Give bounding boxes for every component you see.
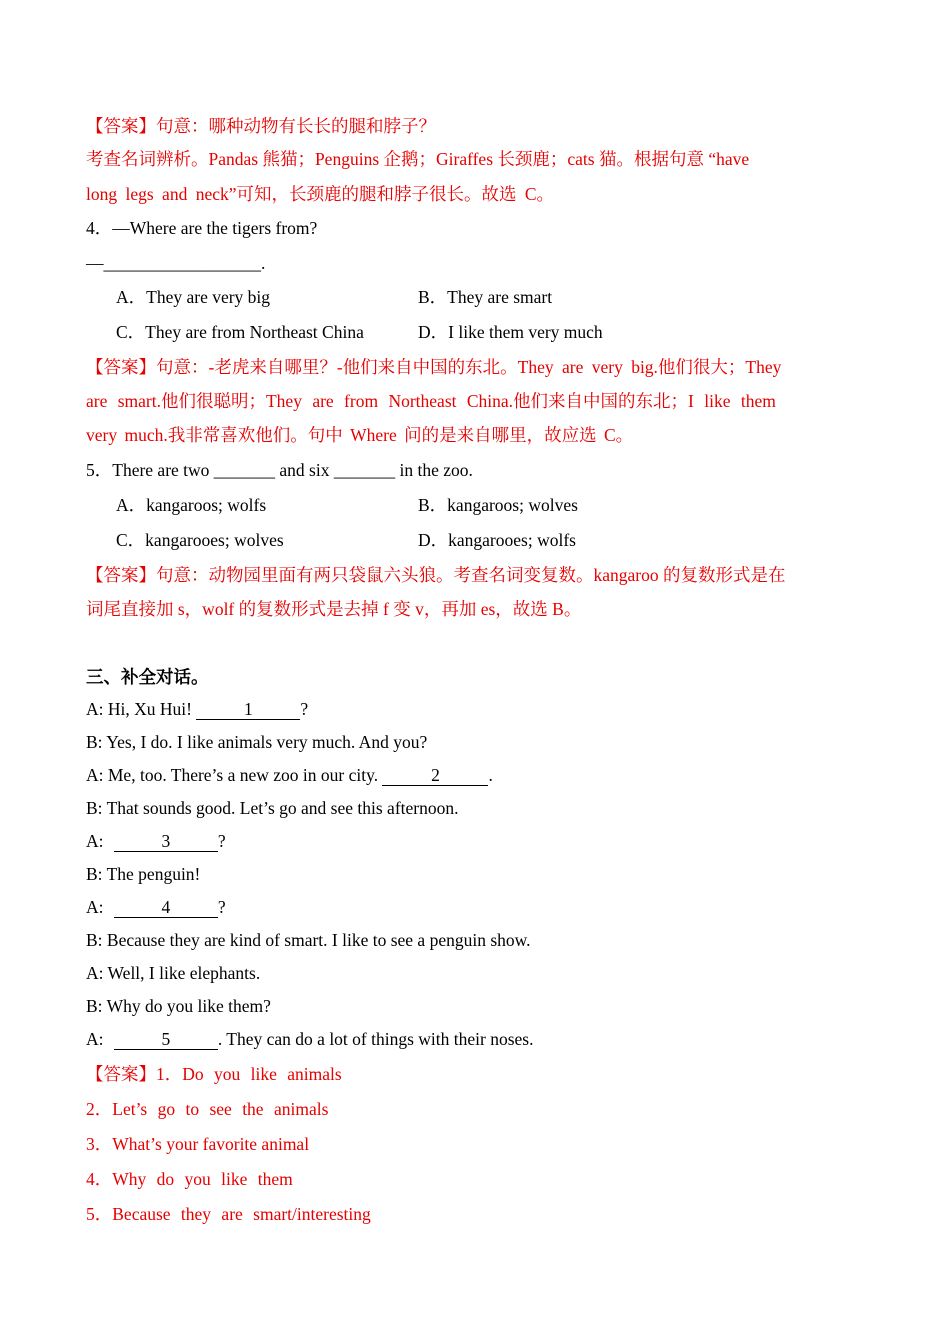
section3-answer-1: 【答案】1．Do you like animals bbox=[86, 1064, 342, 1084]
dialog-line: B: The penguin! bbox=[86, 864, 201, 884]
answer-label: 【答案】 bbox=[86, 565, 156, 585]
q4-answer-line2: are smart.他们很聪明；They are from Northeast China.他们来自中国的东北；I like them bbox=[86, 391, 776, 411]
blank-1[interactable]: 1 bbox=[196, 699, 300, 720]
dialog-line: B: That sounds good. Let’s go and see this afternoon. bbox=[86, 798, 459, 818]
blank-3[interactable]: 3 bbox=[114, 831, 218, 852]
q4-option-c[interactable]: C．They are from Northeast China bbox=[116, 322, 364, 342]
dialog-line: A: 3 ? bbox=[86, 831, 226, 851]
q4-option-d[interactable]: D．I like them very much bbox=[418, 322, 603, 342]
q3-answer-line3: long legs and neck”可知，长颈鹿的腿和脖子很长。故选 C。 bbox=[86, 184, 555, 204]
blank-2[interactable]: 2 bbox=[382, 765, 488, 786]
dialog-line: B: Why do you like them? bbox=[86, 996, 271, 1016]
q4-stem: 4．—Where are the tigers from? bbox=[86, 218, 318, 238]
q5-option-b[interactable]: B．kangaroos; wolves bbox=[418, 495, 578, 515]
q5-option-c[interactable]: C．kangarooes; wolves bbox=[116, 530, 284, 550]
dialog-line: A: Hi, Xu Hui! 1 ? bbox=[86, 699, 309, 719]
q4-reply-blank: —__________________. bbox=[86, 253, 266, 273]
answer-label: 【答案】 bbox=[86, 116, 156, 136]
q3-answer-line1: 【答案】句意：哪种动物有长长的腿和脖子？ bbox=[86, 116, 436, 136]
q5-stem: 5．There are two _______ and six _______ in the zoo. bbox=[86, 460, 473, 480]
q4-option-a[interactable]: A．They are very big bbox=[116, 287, 271, 307]
blank-4[interactable]: 4 bbox=[114, 897, 218, 918]
q4-answer-line3: very much.我非常喜欢他们。句中 Where 问的是来自哪里，故应选 C。 bbox=[86, 425, 634, 445]
dialog-line: A: 4 ? bbox=[86, 897, 226, 917]
q5-option-d[interactable]: D．kangarooes; wolfs bbox=[418, 530, 576, 550]
q5-answer-line1: 【答案】句意：动物园里面有两只袋鼠六头狼。考查名词变复数。kangaroo 的复数形式是在 bbox=[86, 565, 786, 585]
section3-heading: 三、补全对话。 bbox=[86, 667, 209, 687]
answer-label: 【答案】 bbox=[86, 357, 156, 377]
answer-label: 【答案】 bbox=[86, 1064, 156, 1084]
section3-answer-4: 4．Why do you like them bbox=[86, 1169, 293, 1189]
q3-answer-line2: 考查名词辨析。Pandas 熊猫；Penguins 企鹅；Giraffes 长颈鹿；cats 猫。根据句意 “have bbox=[86, 149, 750, 169]
section3-answer-3: 3．What’s your favorite animal bbox=[86, 1134, 310, 1154]
q4-option-b[interactable]: B．They are smart bbox=[418, 287, 553, 307]
dialog-line: A: Me, too. There’s a new zoo in our city. 2 . bbox=[86, 765, 493, 785]
q5-option-a[interactable]: A．kangaroos; wolfs bbox=[116, 495, 267, 515]
q5-answer-line2: 词尾直接加 s，wolf 的复数形式是去掉 f 变 v，再加 es，故选 B。 bbox=[86, 599, 582, 619]
dialog-line: B: Because they are kind of smart. I like to see a penguin show. bbox=[86, 930, 531, 950]
dialog-line: B: Yes, I do. I like animals very much. And you? bbox=[86, 732, 428, 752]
dialog-line: A: Well, I like elephants. bbox=[86, 963, 261, 983]
section3-answer-5: 5．Because they are smart/interesting bbox=[86, 1204, 371, 1224]
dialog-line: A: 5 . They can do a lot of things with their noses. bbox=[86, 1029, 534, 1049]
section3-answer-2: 2．Let’s go to see the animals bbox=[86, 1099, 329, 1119]
blank-5[interactable]: 5 bbox=[114, 1029, 218, 1050]
q4-answer-line1: 【答案】句意：-老虎来自哪里？-他们来自中国的东北。They are very big.他们很大；They bbox=[86, 357, 782, 377]
